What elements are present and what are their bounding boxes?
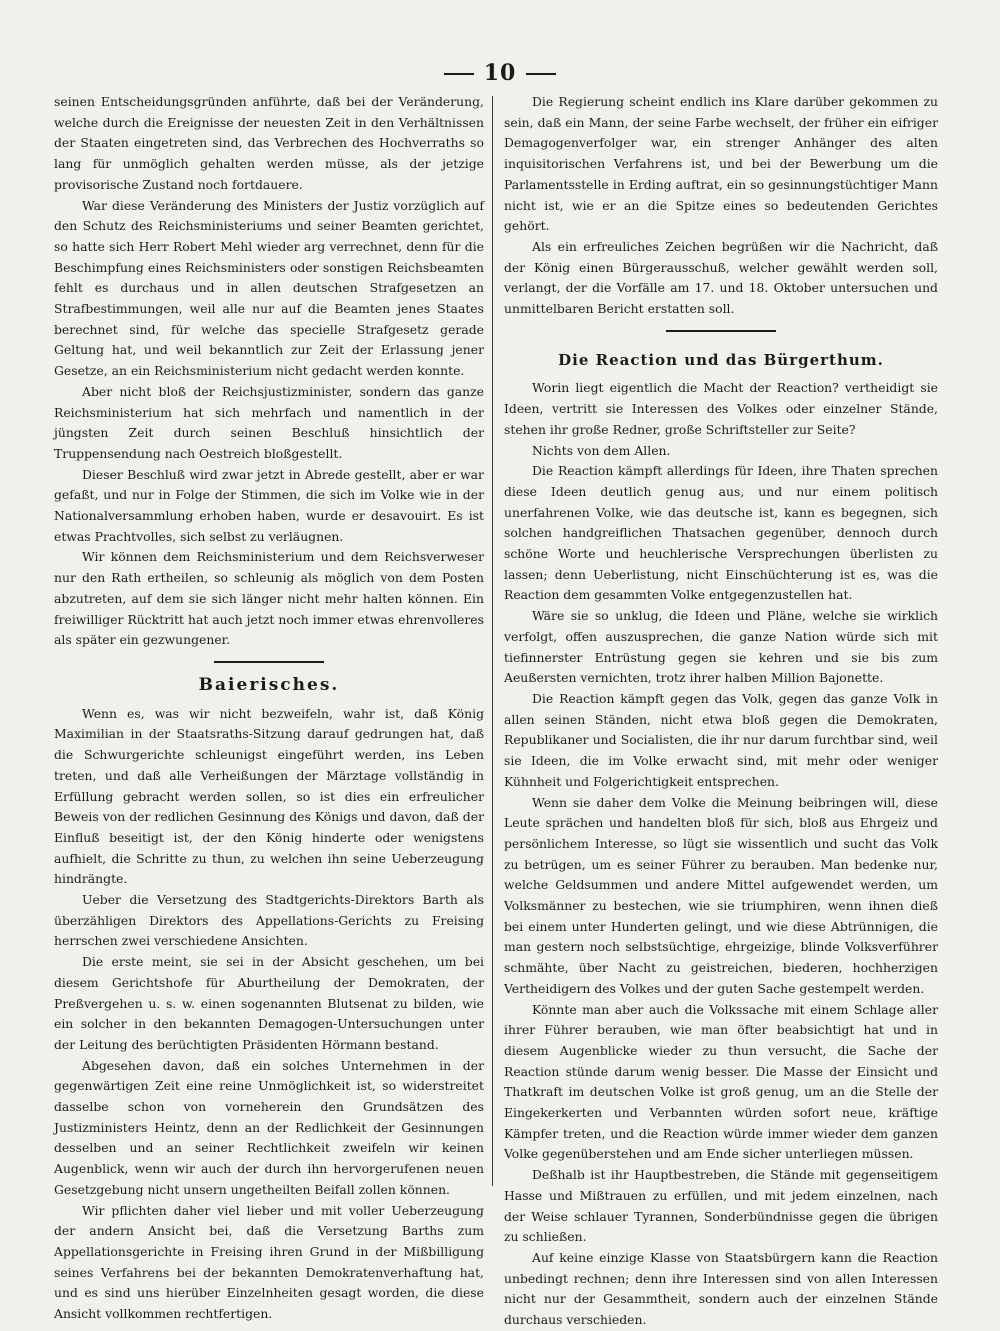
paragraph: Die Reaction kämpft allerdings für Ideen, ihre Thaten sprechen diese Ideen deutlich genug aus, und nur einem politisch unerfahrenen Volke, wie das deutsche ist, kann es begegnen, sich solchen handgreiflichen Thatsachen gegenüber, dennoch durch schöne Worte und heuchlerische Versprechungen überlisten zu lassen; denn Ueberlistung, nicht Einschüchterung ist es, was die Reaction dem gesammten Volke entgegenzustellen hat.: [504, 463, 938, 603]
paragraph: Wir können dem Reichsministerium und dem Reichsverweser nur den Rath ertheilen, so schleunig als möglich von dem Posten abzutreten, auf dem sie sich länger nicht mehr halten können. Ein freiwilliger Rücktritt hat auch jetzt noch immer etwas ehrenvolleres als später ein gezwungener.: [54, 549, 484, 648]
paragraph: Wir pflichten daher viel lieber und mit voller Ueberzeugung der andern Ansicht bei, daß die Versetzung Barths zum Appellationsgerichte in Freising ihren Grund in der Mißbilligung seines Verfahrens bei der bekannten Demokratenverhaftung hat, und es sind uns hierüber Einzelnheiten gesagt worden, die diese Ansicht vollkommen rechtfertigen.: [54, 1202, 484, 1322]
paragraph: Wenn es, was wir nicht bezweifeln, wahr ist, daß König Maximilian in der Staatsraths-Sitzung darauf gedrungen hat, daß die Schwurgerichte schleunigst eingeführt werden, ins Leben treten, und daß alle Verheißungen der Märztage vollständig in Erfüllung gebracht werden sollen, so ist dies ein erfreulicher Beweis von der redlichen Gesinnung des Königs und davon, daß der Einfluß beseitigt ist, der den König hinderte oder wenigstens aufhielt, die Schritte zu thun, zu welchen ihn seine Ueberzeugung hindrängte.: [54, 705, 484, 887]
right-column: [504, 92, 938, 1328]
section-rule: [214, 661, 324, 663]
paragraph: Deßhalb ist ihr Hauptbestreben, die Stände mit gegenseitigem Hasse und Mißtrauen zu erfüllen, und mit jedem einzelnen, nach der Weise schlauer Tyrannen, Sonderbündnisse gegen die übrigen zu schließen.: [504, 1167, 938, 1245]
paragraph: seinen Entscheidungsgründen anführte, daß bei der Veränderung, welche durch die Ereignisse der neuesten Zeit in den Verhältnissen der Staaten eingetreten sind, das Verbrechen des Hochverraths so lang für unmöglich gehalten werden müsse, als der jetzige provisorische Zustand noch fortdauere.: [54, 94, 484, 192]
paragraph: Dieser Beschluß wird zwar jetzt in Abrede gestellt, aber er war gefaßt, und nur in Folge der Stimmen, die sich im Volke wie in der Nationalversammlung erhoben haben, wurde er desavouirt. Es ist etwas Prachtvolles, sich selbst zu verläugnen.: [54, 466, 484, 544]
left-paragraphs-a: [54, 92, 484, 651]
paragraph: Ueber die Versetzung des Stadtgerichts-Direktors Barth als überzähligen Direktors des Appellations-Gerichts zu Freising herrschen zwei verschiedene Ansichten.: [54, 892, 484, 949]
page-number: 10: [0, 60, 1000, 86]
paragraph: Nichts von dem Allen.: [532, 442, 671, 458]
paragraph: Die Regierung scheint endlich ins Klare darüber gekommen zu sein, daß ein Mann, der seine Farbe wechselt, der früher ein eifriger Demagogenverfolger war, ein strenger Anhänger des alten inquisitorischen Verfahrens ist, und bei der Bewerbung um die Parlamentsstelle in Erding auftrat, ein so gesinnungstüchtiger Mann nicht ist, wie er an die Spitze eines so bedeutenden Gerichtes gehört.: [504, 94, 938, 234]
paragraph: Die erste meint, sie sei in der Absicht geschehen, um bei diesem Gerichtshofe für Aburtheilung der Demokraten, der Preßvergehen u. s. w. einen sogenannten Blutsenat zu bilden, wie ein solcher in den bekannten Demagogen-Untersuchungen unter der Leitung des berüchtigten Präsidenten Hörmann bestand.: [54, 954, 484, 1052]
paragraph: Die Reaction kämpft gegen das Volk, gegen das ganze Volk in allen seinen Ständen, nicht etwa bloß gegen die Demokraten, Republikaner und Socialisten, die ihr nur darum furchtbar sind, weil sie Ideen, die im Volke erwacht sind, mit mehr oder weniger Kühnheit und Folgerichtigkeit entsprechen.: [504, 690, 938, 789]
column-divider: [492, 96, 493, 1186]
section-title-reaction: Die Reaction und das Bürgerthum.: [558, 350, 884, 369]
right-paragraphs-a: [504, 92, 938, 320]
paragraph: Wäre sie so unklug, die Ideen und Pläne, welche sie wirklich verfolgt, offen auszusprechen, die ganze Nation würde sich mit tiefinnerster Entrüstung gegen sie kehren und sie bis zum Aeußersten vernichten, trotz ihrer halben Million Bajonette.: [504, 608, 938, 686]
section-rule: [666, 330, 776, 332]
paragraph: Wenn sie daher dem Volke die Meinung beibringen will, diese Leute sprächen und handelten bloß für sich, bloß aus Ehrgeiz und persönlichem Interesse, so lügt sie wissentlich und sucht das Volk zu betrügen, um es seiner Führer zu berauben. Man bedenke nur, welche Geldsummen und andere Mittel aufgewendet werden, um Volksmänner zu bestechen, wie sie triumphiren, wenn ihnen dieß bei einem unter Hunderten gelingt, und wie diese Abtrünnigen, die man gestern noch selbstsüchtige, ehrgeizige, blinde Volksverführer schmähte, über Nacht zu geistreichen, biederen, hochherzigen Vertheidigern des Volkes und der guten Sache gestempelt werden.: [504, 794, 938, 996]
paragraph: War diese Veränderung des Ministers der Justiz vorzüglich auf den Schutz des Reichsministeriums und seiner Beamten gerichtet, so hatte sich Herr Robert Mehl wieder arg verrechnet, denn für die Beschimpfung eines Reichsministers oder sonstigen Reichsbeamten fehlt es durchaus und in allen deutschen Strafgesetzen an Strafbestimmungen, weil alle nur auf die Beamten jenes Staates berechnet sind, für welche das specielle Strafgesetz gerade Geltung hat, und weil bekanntlich zur Zeit der Erlassung jener Gesetze, an ein Reichsministerium nicht gedacht werden konnte.: [54, 197, 484, 379]
right-paragraphs-b: [504, 378, 938, 1330]
paragraph: Könnte man aber auch die Volkssache mit einem Schlage aller ihrer Führer berauben, wie man öfter beabsichtigt hat und in diesem Augenblicke wieder zu thun versucht, die Sache der Reaction stünde darum wenig besser. Die Masse der Einsicht und Thatkraft im deutschen Volke ist groß genug, um an die Stelle der Eingekerkerten und Verbannten würden sofort neue, kräftige Kämpfer treten, und die Reaction würde immer wieder dem ganzen Volke gegenüberstehen und am Ende sicher unterliegen müssen.: [504, 1001, 938, 1162]
paragraph: Abgesehen davon, daß ein solches Unternehmen in der gegenwärtigen Zeit eine reine Unmöglichkeit ist, so widerstreitet dasselbe schon von vorneherein den Grundsätzen des Justizministers Heintz, denn an der Redlichkeit der Gesinnungen desselben und an seiner Rechtlichkeit zweifeln wir keinen Augenblick, wenn wir auch der durch ihn hervorgerufenen neuen Gesetzgebung nicht unsern ungetheilten Beifall zollen können.: [54, 1057, 484, 1197]
paragraph: Worin liegt eigentlich die Macht der Reaction? vertheidigt sie Ideen, vertritt sie Interessen des Volkes oder einzelner Stände, stehen ihr große Redner, große Schriftsteller zur Seite?: [504, 380, 938, 437]
paragraph: Aber nicht bloß der Reichsjustizminister, sondern das ganze Reichsministerium hat sich mehrfach und namentlich in der jüngsten Zeit durch seinen Beschluß hinsichtlich der Truppensendung nach Oestreich bloßgestellt.: [54, 383, 484, 461]
left-column: [54, 92, 484, 1322]
left-paragraphs-b: [54, 704, 484, 1325]
section-title-baierisches: Baierisches.: [198, 674, 340, 695]
paragraph: Auf keine einzige Klasse von Staatsbürgern kann die Reaction unbedingt rechnen; denn ihre Interessen sind von allen Interessen nicht nur der Gesammtheit, sondern auch der einzelnen Stände durchaus verschieden.: [504, 1249, 938, 1328]
paragraph: Als ein erfreuliches Zeichen begrüßen wir die Nachricht, daß der König einen Bürgerausschuß, welcher gewählt werden soll, verlangt, der die Vorfälle am 17. und 18. Oktober untersuchen und unmittelbaren Bericht erstatten soll.: [504, 238, 938, 317]
